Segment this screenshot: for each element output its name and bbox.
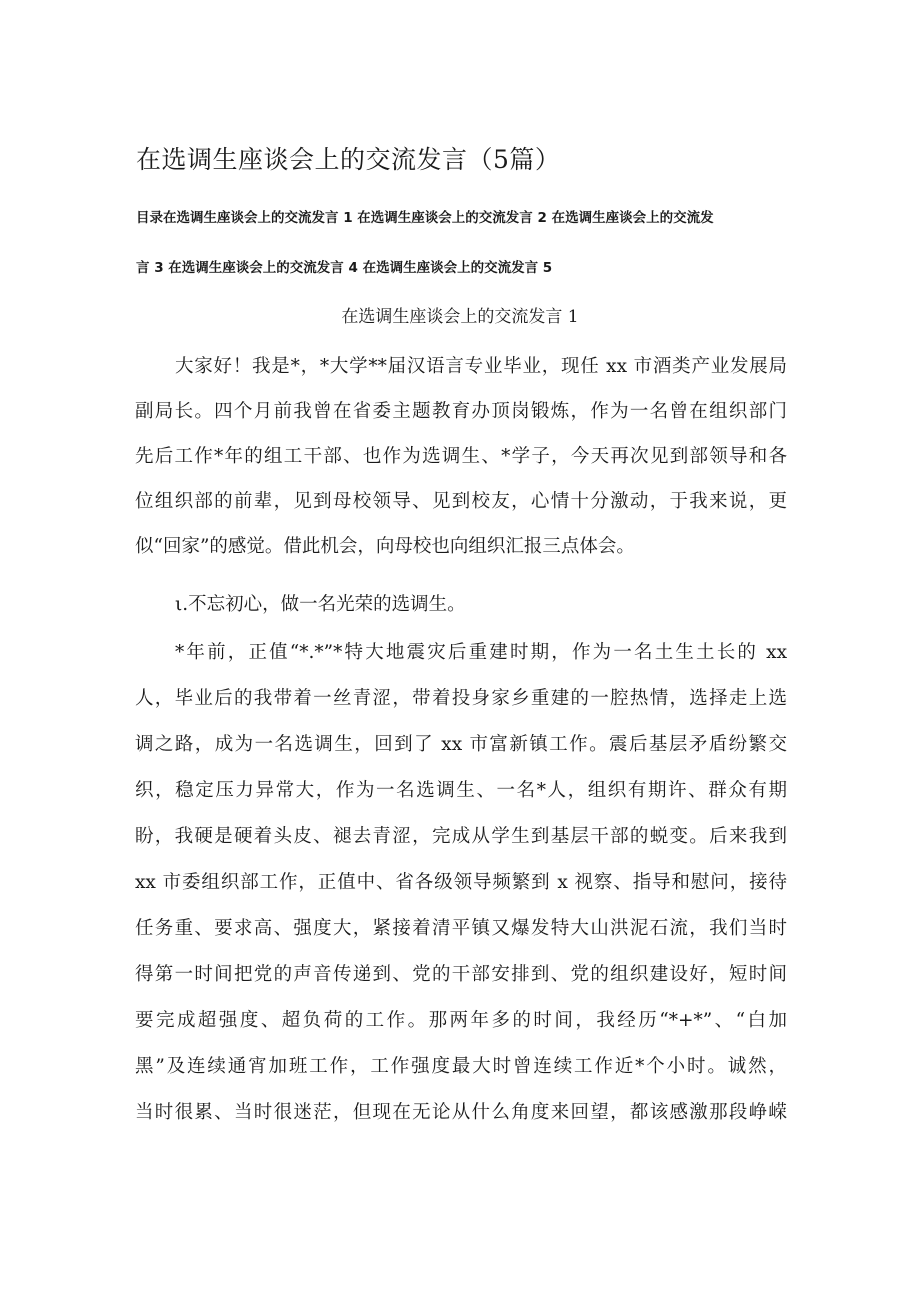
paragraph-1-line: 副局长。四个月前我曾在省委主题教育办顶岗锻炼，作为一名曾在组织部门 xyxy=(135,401,787,422)
paragraph-1-line: 先后工作*年的组工干部、也作为选调生、*学子，今天再次见到部领导和各 xyxy=(135,446,787,467)
document-title: 在选调生座谈会上的交流发言（5篇） xyxy=(136,145,561,174)
paragraph-2-line: 盼，我硬是硬着头皮、褪去青涩，完成从学生到基层干部的蜕变。后来我到 xyxy=(135,826,787,847)
paragraph-2-line: xx 市委组织部工作，正值中、省各级领导频繁到 x 视察、指导和慰问，接待 xyxy=(135,872,787,893)
paragraph-2-line: 人，毕业后的我带着一丝青涩，带着投身家乡重建的一腔热情，选择走上选 xyxy=(135,688,787,709)
point-1-heading: ι.不忘初心，做一名光荣的选调生。 xyxy=(175,594,466,615)
paragraph-2-line: 织，稳定压力异常大，作为一名选调生、一名*人，组织有期许、群众有期 xyxy=(135,780,787,801)
paragraph-2-line: 调之路，成为一名选调生，回到了 xx 市富新镇工作。震后基层矛盾纷繁交 xyxy=(135,734,787,755)
paragraph-1-line: 似“回家”的感觉。借此机会，向母校也向组织汇报三点体会。 xyxy=(135,536,635,557)
paragraph-2-line: *年前，正值“*.*”*特大地震灾后重建时期，作为一名土生土长的 xx xyxy=(175,642,787,663)
paragraph-2-line: 任务重、要求高、强度大，紧接着清平镇又爆发特大山洪泥石流，我们当时 xyxy=(135,918,787,939)
paragraph-2-line: 黑”及连续通宵加班工作，工作强度最大时曾连续工作近*个小时。诚然， xyxy=(135,1056,787,1077)
toc-line-2: 言 3 在选调生座谈会上的交流发言 4 在选调生座谈会上的交流发言 5 xyxy=(136,260,553,276)
toc-line-1: 目录在选调生座谈会上的交流发言 1 在选调生座谈会上的交流发言 2 在选调生座谈会上的交流发 xyxy=(136,210,714,226)
paragraph-1-line: 位组织部的前辈，见到母校领导、见到校友，心情十分激动，于我来说，更 xyxy=(135,491,787,512)
paragraph-2-line: 得第一时间把党的声音传递到、党的干部安排到、党的组织建设好，短时间 xyxy=(135,964,787,985)
section-heading: 在选调生座谈会上的交流发言 1 xyxy=(341,307,579,327)
paragraph-2-line: 当时很累、当时很迷茫，但现在无论从什么角度来回望，都该感激那段峥嵘 xyxy=(135,1102,787,1123)
paragraph-2-line: 要完成超强度、超负荷的工作。那两年多的时间，我经历“*+*”、“白加 xyxy=(135,1010,787,1031)
paragraph-1-line: 大家好！我是*，*大学**届汉语言专业毕业，现任 xx 市酒类产业发展局 xyxy=(175,356,787,377)
